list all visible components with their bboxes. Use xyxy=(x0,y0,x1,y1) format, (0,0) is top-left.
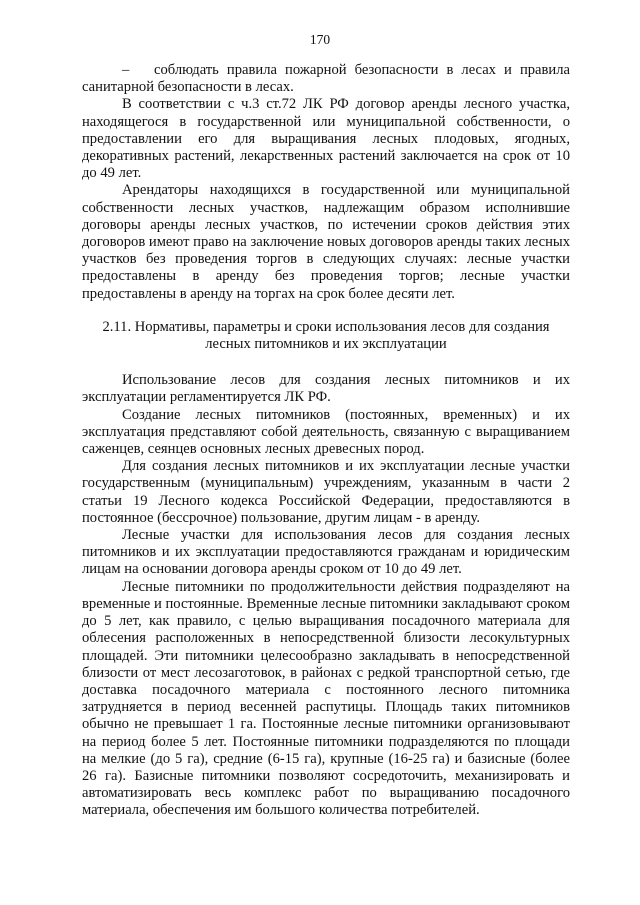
section-heading-line-1: 2.11. Нормативы, параметры и сроки использования лесов для создания xyxy=(102,318,550,335)
bullet-item xyxy=(82,62,570,96)
paragraph-lease-renewal: Арендаторы находящихся в государственной или муниципальной собственности лесных участков, надлежащим образом исполнившие договоры аренды лесных участков, по истечении сроков действия этих договоров имеют право на заключение новых договоров аренды таких лесных участков без проведения торгов в следующих случаях: лесные участки предоставлены в аренду без проведения торгов; лесные участки предоставлены в аренду на торгах на срок более десяти лет. xyxy=(82,182,570,302)
section-heading xyxy=(82,319,570,353)
bullet-dash: – xyxy=(122,62,130,78)
document-body xyxy=(82,62,570,820)
paragraph-creation: Создание лесных питомников (постоянных, временных) и их эксплуатация представляют собой деятельность, связанную с выращиванием саженцев, сеянцев основных лесных древесных пород. xyxy=(82,406,570,458)
paragraph-lease-term: В соответствии с ч.3 ст.72 ЛК РФ договор аренды лесного участка, находящегося в государственной или муниципальной собственности, о предоставлении его для выращивания лесных плодовых, ягодных, декоративных растений, лекарственных растений заключается на срок от 10 до 49 лет. xyxy=(82,96,570,182)
paragraph-lease-citizens: Лесные участки для использования лесов для создания лесных питомников и их эксплуатации предоставляются гражданам и юридическим лицам на основании договора аренды сроком от 10 до 49 лет. xyxy=(82,527,570,578)
paragraph-state-use: Для создания лесных питомников и их эксплуатации лесные участки государственным (муниципальным) учреждениям, указанным в части 2 статьи 19 Лесного кодекса Российской Федерации, предоставляются в постоянное (бессрочное) пользование, другим лицам - в аренду. xyxy=(82,458,570,526)
paragraph-nursery-types: Лесные питомники по продолжительности действия подразделяют на временные и постоянные. Временные лесные питомники закладывают сроком до 5 лет, как правило, с целью выращивания посадочного материала для облесения расположенных в непосредственной близости лесокультурных площадей. Эти питомники целесообразно закладывать в непосредственной близости от мест лесозаготовок, в районах с редкой транспортной сетью, где доставка посадочного материала с постоянного лесного питомника затрудняется в период весенней распутицы. Площадь таких питомников обычно не превышает 1 га. Постоянные лесные питомники организовывают на период более 5 лет. Постоянные питомники подразделяются по площади на мелкие (до 5 га), средние (6-15 га), крупные (16-25 га) и базисные (более 26 га). Базисные питомники позволяют сосредоточить, механизировать и автоматизировать весь комплекс работ по выращиванию посадочного материала, обеспечения им большого количества потребителей. xyxy=(82,578,570,819)
bullet-text: соблюдать правила пожарной безопасности в лесах и правила санитарной безопасности в лесах. xyxy=(82,62,570,96)
page-number: 170 xyxy=(309,32,331,47)
section-heading-line-2: лесных питомников и их эксплуатации xyxy=(205,336,447,353)
paragraph-regulation: Использование лесов для создания лесных питомников и их эксплуатации регламентируется ЛК РФ. xyxy=(82,372,570,406)
